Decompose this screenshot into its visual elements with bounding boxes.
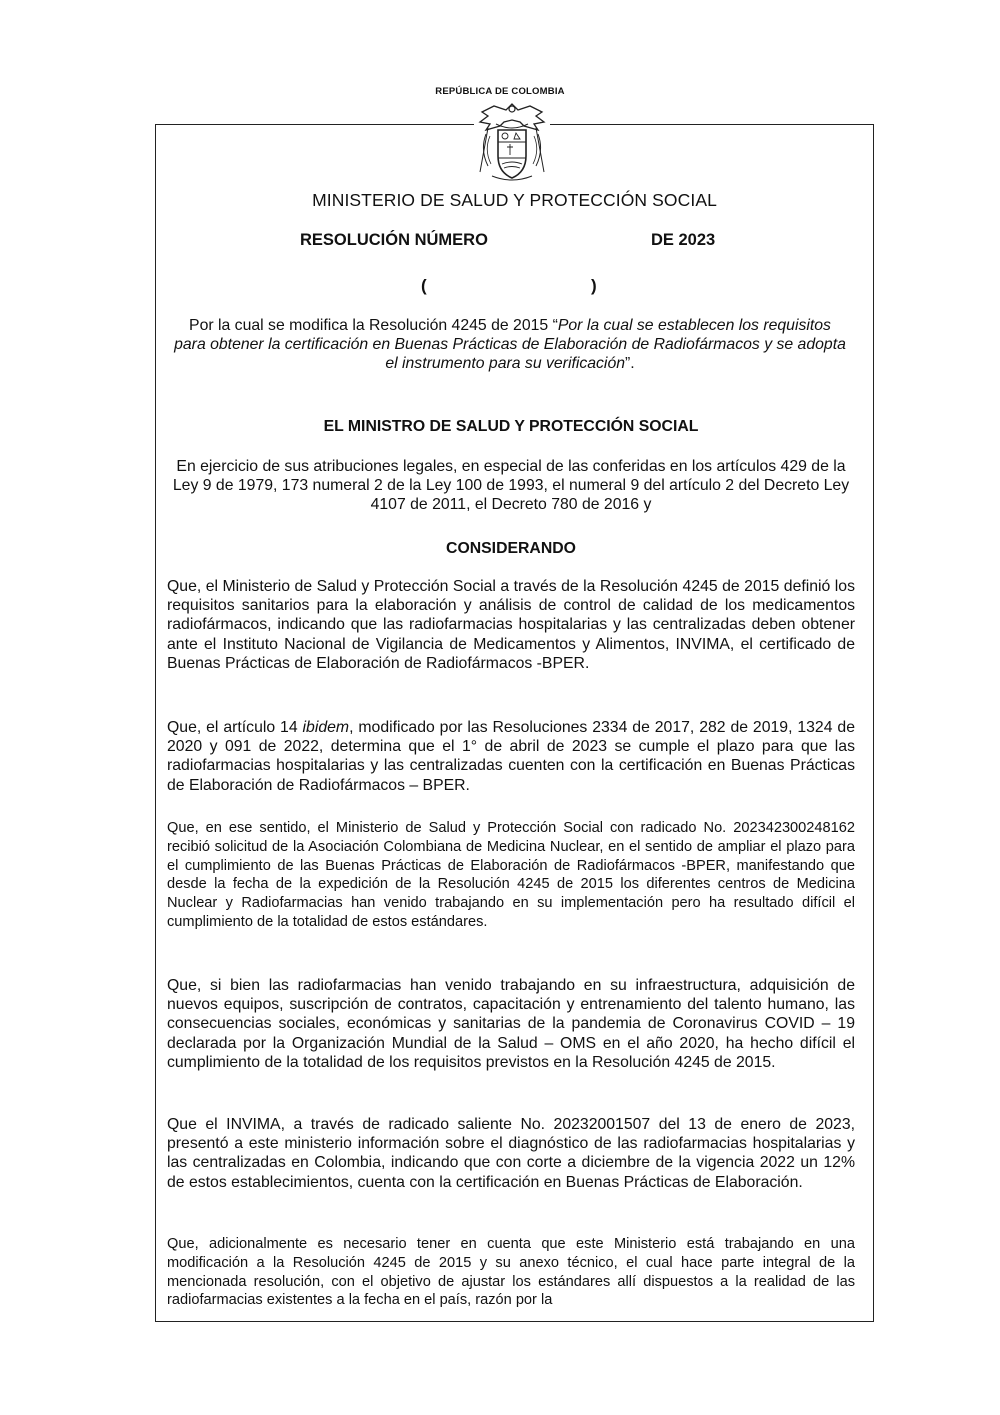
p2-part-a: Que, el artículo 14 xyxy=(167,719,303,736)
paragraph-4: Que, si bien las radiofarmacias han venido trabajando en su infraestructura, adquisición de nuevos equipos, suscripción de contratos, capacitación y entrenamiento del talento humano, las consecuencias sociales, económicas y sanitarias de la pandemia de Coronavirus COVID – 19 declarada por la Organización Mundial de la Salud – OMS en el año 2020, ha hecho difícil el cumplimiento de la totalidad de los requisitos previstos en la Resolución 4245 de 2015. xyxy=(167,977,855,1071)
resolution-year: DE 2023 xyxy=(651,231,716,249)
coat-of-arms-icon xyxy=(474,100,550,184)
subject-prefix: Por la cual se modifica la Resolución 4245 de 2015 “ xyxy=(189,317,558,334)
powers-paragraph: En ejercicio de sus atribuciones legales, en especial de las conferidas en los artículos 429 de la Ley 9 de 1979, 173 numeral 2 de la Ley 100 de 1993, el numeral 9 del artículo 2 del Decreto Ley 4107 de 2011, el Decreto 780 de 2016 y xyxy=(172,458,850,514)
resolution-subject xyxy=(172,316,848,374)
date-paren-open: ( xyxy=(421,276,427,295)
p2-ibidem: ibidem xyxy=(302,719,350,736)
ministry-title: MINISTERIO DE SALUD Y PROTECCIÓN SOCIAL xyxy=(312,190,717,210)
coat-of-arms-seal xyxy=(474,100,550,184)
paragraph-3: Que, en ese sentido, el Ministerio de Salud y Protección Social con radicado No. 202342300248162 recibió solicitud de la Asociación Colombiana de Medicina Nuclear, en el sentido de ampliar el plazo para el cumplimiento de las Buenas Prácticas de Elaboración de Radiofármacos -BPER, manifestando que desde la fecha de la expedición de la Resolución 4245 de 2015 los diferentes centros de Medicina Nuclear y Radiofarmacias han venido trabajando en su implementación pero ha resultado difícil el cumplimiento de la totalidad de estos estándares. xyxy=(167,820,855,930)
subject-suffix: ”. xyxy=(625,355,635,373)
resolution-number-label: RESOLUCIÓN NÚMERO xyxy=(300,231,488,249)
paragraph-2 xyxy=(167,718,855,795)
paragraph-6: Que, adicionalmente es necesario tener en cuenta que este Ministerio está trabajando en una modificación a la Resolución 4245 de 2015 y su anexo técnico, el cual hace parte integral de la mencionada resolución, con el objetivo de ajustar los estándares allí dispuestos a la realidad de las radiofarmacias existentes a la fecha en el país, razón por la xyxy=(167,1236,855,1309)
date-paren-close: ) xyxy=(591,276,597,295)
paragraph-1: Que, el Ministerio de Salud y Protección Social a través de la Resolución 4245 de 2015 definió los requisitos sanitarios para la elaboración y análisis de control de calidad de los medicamentos radiofármacos, indicando que las radiofarmacias hospitalarias y las centralizadas deben obtener ante el Instituto Nacional de Vigilancia de Medicamentos y Alimentos, INVIMA, el certificado de Buenas Prácticas de Elaboración de Radiofármacos -BPER. xyxy=(167,578,855,672)
p2-part-b: , modificado por las Resoluciones 2334 de 2017, 282 de 2019, 1324 de 2020 y 091 de 2022, determina que el 1° de abril de 2023 se cumple el plazo para que las radiofarmacias hospitalarias y las centralizadas cuenten con la certificación en Buenas Prácticas de Elaboración de Radiofármacos – BPER. xyxy=(167,719,855,794)
paragraph-5: Que el INVIMA, a través de radicado saliente No. 20232001507 del 13 de enero de 2023, presentó a este ministerio información sobre el diagnóstico de las radiofarmacias hospitalarias y las centralizadas en Colombia, indicando que con corte a diciembre de la vigencia 2022 un 12% de estos establecimientos, cuenta con la certificación en Buenas Prácticas de Elaboración. xyxy=(167,1116,855,1191)
subject-italic: Por la cual se establecen los requisitos para obtener la certificación en Buenas Prácticas de Elaboración de Radiofármacos y se adopta el instrumento para su verificación xyxy=(174,317,846,373)
authority-heading: EL MINISTRO DE SALUD Y PROTECCIÓN SOCIAL xyxy=(323,418,699,435)
country-header: REPÚBLICA DE COLOMBIA xyxy=(435,86,565,97)
considerando-heading: CONSIDERANDO xyxy=(446,540,576,557)
